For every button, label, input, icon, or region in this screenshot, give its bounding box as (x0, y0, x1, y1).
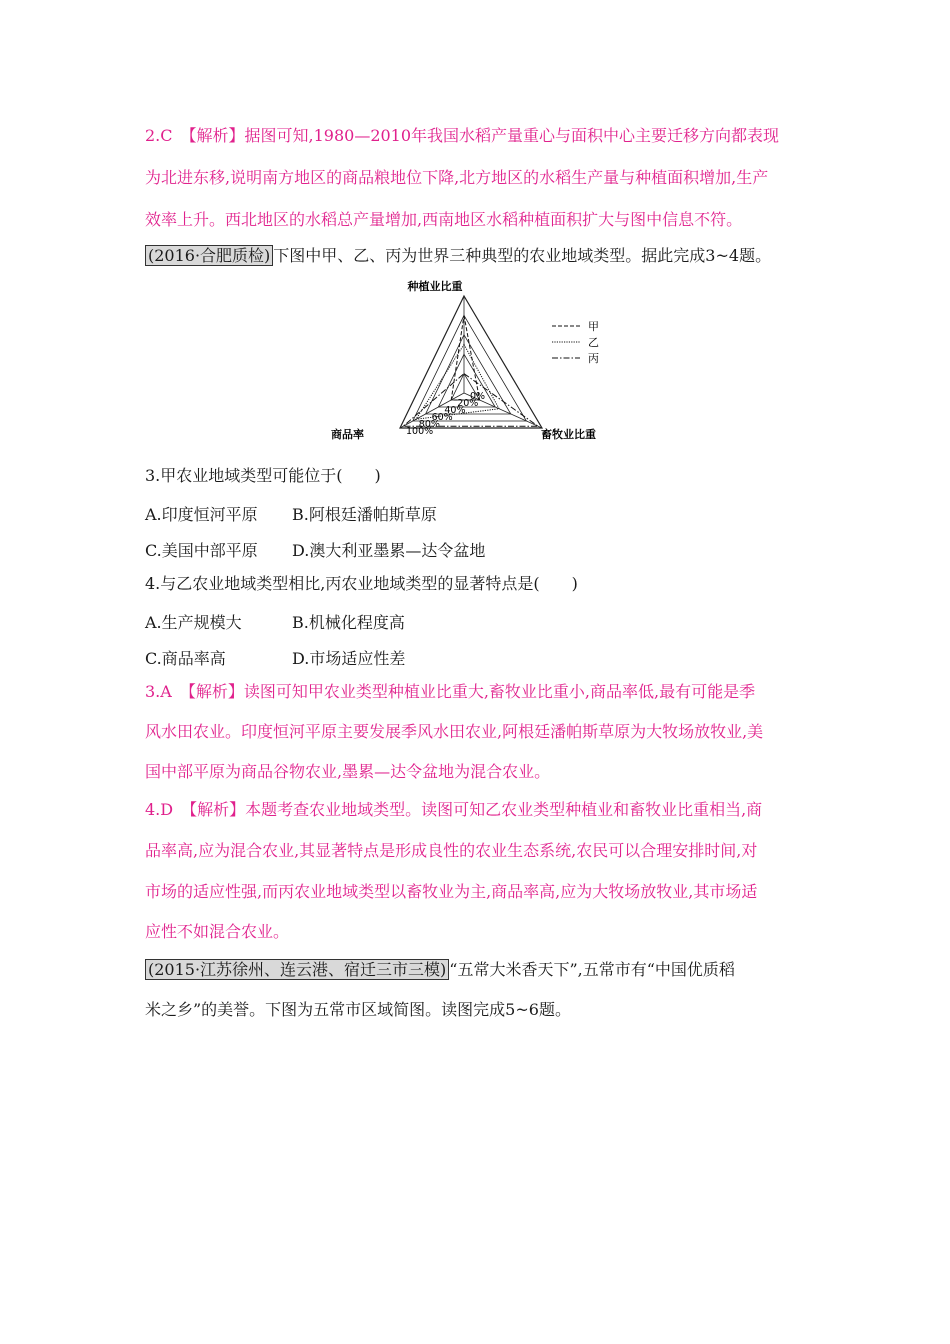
axis-label-left: 商品率 (331, 428, 364, 441)
q2-analysis-line-3: 效率上升。西北地区的水稻总产量增加,西南地区水稻种植面积扩大与图中信息不符。 (145, 210, 743, 229)
q3-analysis-line-3: 国中部平原为商品谷物农业,墨累—达令盆地为混合农业。 (145, 762, 551, 781)
stem-5-6-line-2: 米之乡”的美誉。下图为五常市区域简图。读图完成5~6题。 (145, 1000, 571, 1019)
q3-option-c: C.美国中部平原 (145, 541, 258, 560)
q4-analysis-line-4: 应性不如混合农业。 (145, 922, 290, 941)
chart-legend (552, 320, 599, 365)
q3-analysis-line-2: 风水田农业。印度恒河平原主要发展季风水田农业,阿根廷潘帕斯草原为大牧场放牧业,美 (145, 722, 764, 741)
q4-analysis-line-2: 品率高,应为混合农业,其显著特点是形成良性的农业生态系统,农民可以合理安排时间,对 (145, 841, 758, 860)
q4-analysis-line-1: 4.D 【解析】本题考查农业地域类型。读图可知乙农业类型种植业和畜牧业比重相当,商 (145, 800, 763, 819)
q2-analysis-line-1: 2.C 【解析】据图可知,1980—2010年我国水稻产量重心与面积中心主要迁移方向都表现 (145, 126, 780, 145)
q4-analysis-line-3: 市场的适应性强,而丙农业地域类型以畜牧业为主,商品率高,应为大牧场放牧业,其市场适 (145, 882, 758, 901)
legend-label-3: 丙 (588, 352, 599, 365)
tick-label-2: 40% (444, 405, 466, 416)
stem-3-4 (145, 246, 771, 266)
q4-option-c: C.商品率高 (145, 649, 226, 668)
ternary-chart (330, 278, 620, 448)
q4-stem: 4.与乙农业地域类型相比,丙农业地域类型的显著特点是( ) (145, 574, 578, 593)
tick-label-4: 80% (418, 419, 440, 430)
q4-option-d: D.市场适应性差 (292, 649, 406, 668)
source-tag: (2015·江苏徐州、连云港、宿迁三市三模) (145, 959, 449, 980)
stem-text: “五常大米香天下”,五常市有“中国优质稻 (449, 960, 735, 979)
tick-label-1: 20% (457, 398, 479, 409)
q3-stem: 3.甲农业地域类型可能位于( ) (145, 466, 381, 485)
tick-label-3: 60% (431, 412, 453, 423)
q4-option-a: A.生产规模大 (145, 613, 242, 632)
q3-option-b: B.阿根廷潘帕斯草原 (292, 505, 437, 524)
q3-option-a: A.印度恒河平原 (145, 505, 258, 524)
tick-label-0: 0% (470, 391, 486, 402)
legend-label-1: 甲 (588, 320, 599, 333)
chart-series (403, 315, 538, 426)
source-tag: (2016·合肥质检) (145, 245, 273, 266)
axis-label-right: 畜牧业比重 (541, 428, 596, 441)
axis-label-top: 种植业比重 (407, 280, 463, 293)
stem-text: 下图中甲、乙、丙为世界三种典型的农业地域类型。据此完成3~4题。 (273, 246, 772, 265)
q4-option-b: B.机械化程度高 (292, 613, 405, 632)
series-1 (451, 315, 479, 400)
q3-option-d: D.澳大利亚墨累—达令盆地 (292, 541, 486, 560)
legend-label-2: 乙 (588, 336, 599, 349)
tick-label-5: 100% (406, 426, 434, 437)
q3-analysis-line-1: 3.A 【解析】读图可知甲农业类型种植业比重大,畜牧业比重小,商品率低,最有可能是季 (145, 682, 756, 701)
q2-analysis-line-2: 为北进东移,说明南方地区的商品粮地位下降,北方地区的水稻生产量与种植面积增加,生产 (145, 168, 769, 187)
stem-5-6-line-1 (145, 960, 735, 980)
